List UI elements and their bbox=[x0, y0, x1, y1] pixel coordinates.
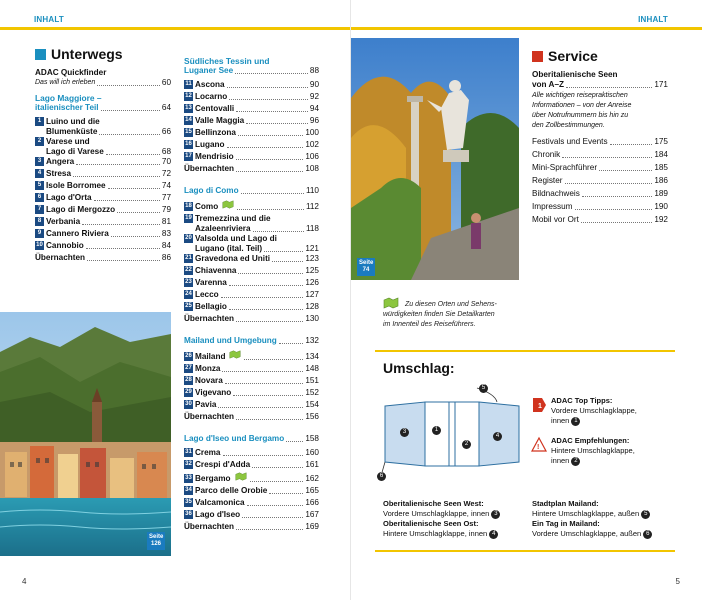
cover-marker-6: 6 bbox=[377, 472, 386, 481]
right-page bbox=[351, 0, 702, 600]
section-title-service: Service bbox=[532, 48, 668, 64]
toc-item[interactable]: Lugano (ital. Teil) 121 bbox=[195, 244, 319, 253]
toc-column-regions bbox=[184, 56, 319, 532]
toc-item[interactable]: Azaleenriviera 118 bbox=[195, 224, 319, 233]
toc-item[interactable]: 8 Verbania 81 bbox=[35, 217, 171, 227]
toc-item[interactable]: 13 Centovalli 94 bbox=[185, 104, 319, 113]
toc-item[interactable]: 11 Ascona 90 bbox=[185, 80, 319, 89]
number-badge: 26 bbox=[185, 353, 192, 360]
number-badge: 11 bbox=[185, 81, 192, 88]
number-badge: 24 bbox=[185, 291, 192, 298]
cover-diagram bbox=[377, 384, 527, 489]
map-icon bbox=[221, 200, 235, 209]
toc-item[interactable]: 32 Crespi d'Adda 161 bbox=[185, 460, 319, 469]
toc-item[interactable]: 29 Vigevano 152 bbox=[185, 388, 319, 397]
map-west-block: Oberitalienische Seen West: Vordere Umschlagklappe, innen 3 Oberitalienische Seen Ost: Hintere Umschlagklappe, innen 4 bbox=[383, 499, 533, 539]
svg-text:!: ! bbox=[537, 444, 540, 451]
number-badge: 27 bbox=[185, 365, 192, 372]
cover-marker-4: 4 bbox=[493, 432, 502, 441]
toc-item[interactable]: 28 Novara 151 bbox=[185, 376, 319, 385]
toc-item[interactable]: 15 Bellinzona 100 bbox=[185, 128, 319, 137]
page-number-left: 4 bbox=[22, 577, 27, 586]
toc-item[interactable]: 31 Crema 160 bbox=[185, 448, 319, 457]
toc-item[interactable]: 25 Bellagio 128 bbox=[185, 302, 319, 311]
quickfinder-title: ADAC Quickfinder bbox=[35, 68, 107, 77]
como-list bbox=[184, 200, 319, 324]
lago-maggiore-title-1: Lago Maggiore – bbox=[35, 93, 102, 103]
toc-item-line: 2 Varese und bbox=[35, 137, 171, 147]
mailand-entry[interactable]: Mailand und Umgebung 132 bbox=[184, 336, 319, 345]
service-item[interactable]: Mobil vor Ort 192 bbox=[532, 215, 668, 224]
toc-item[interactable]: 7 Lago di Mergozzo 79 bbox=[35, 205, 171, 215]
toc-item[interactable]: 3 Angera 70 bbox=[35, 157, 171, 167]
number-badge: 12 bbox=[185, 93, 192, 100]
toc-item[interactable]: 14 Valle Maggia 96 bbox=[185, 116, 319, 125]
overnight-entry[interactable]: Übernachten 86 bbox=[35, 253, 171, 262]
service-item[interactable]: Chronik 184 bbox=[532, 150, 668, 159]
section-title-unterwegs: Unterwegs bbox=[35, 46, 171, 62]
toc-column-unterwegs bbox=[35, 46, 171, 263]
toc-item[interactable]: 36 Lago d'Iseo 167 bbox=[185, 510, 319, 519]
quickfinder-entry[interactable]: Das will ich erleben 60 bbox=[35, 78, 171, 87]
mailand-list bbox=[184, 350, 319, 422]
service-item[interactable]: Impressum 190 bbox=[532, 202, 668, 211]
toc-item[interactable]: 34 Parco delle Orobie 165 bbox=[185, 486, 319, 495]
number-badge: 3 bbox=[35, 157, 44, 166]
number-badge: 14 bbox=[185, 117, 192, 124]
toc-item-line: 20 Valsolda und Lago di bbox=[185, 234, 277, 243]
number-badge: 10 bbox=[36, 242, 43, 249]
cover-marker-1: 1 bbox=[432, 426, 441, 435]
header-bar-right bbox=[351, 0, 702, 30]
divider-bottom bbox=[375, 550, 675, 552]
overnight-entry[interactable]: Übernachten 130 bbox=[184, 314, 319, 323]
overnight-entry[interactable]: Übernachten 156 bbox=[184, 412, 319, 421]
number-badge: 7 bbox=[35, 205, 44, 214]
iseo-entry[interactable]: Lago d'Iseo und Bergamo 158 bbox=[184, 434, 319, 443]
number-badge: 22 bbox=[185, 267, 192, 274]
toc-item[interactable]: 35 Valcamonica 166 bbox=[185, 498, 319, 507]
page-badge-74: Seite 74 bbox=[357, 258, 375, 276]
map-icon bbox=[228, 350, 242, 359]
number-badge: 1 bbox=[35, 117, 44, 126]
toc-item[interactable]: 22 Chiavenna 125 bbox=[185, 266, 319, 275]
service-item[interactable]: Festivals und Events 175 bbox=[532, 137, 668, 146]
number-badge: 34 bbox=[185, 487, 192, 494]
number-badge: 31 bbox=[185, 449, 192, 456]
svg-text:1: 1 bbox=[538, 403, 542, 410]
unterwegs-list bbox=[35, 117, 171, 263]
toc-item[interactable]: Blumenküste 66 bbox=[46, 127, 171, 136]
tessin-title-1: Südliches Tessin und bbox=[184, 56, 270, 66]
header-label-right: INHALT bbox=[638, 15, 668, 24]
service-item[interactable]: Mini-Sprachführer 185 bbox=[532, 163, 668, 172]
number-badge: 32 bbox=[185, 461, 192, 468]
number-badge: 16 bbox=[185, 141, 192, 148]
toc-item-line: 1 Luino und die bbox=[35, 117, 171, 127]
header-bar bbox=[0, 0, 350, 30]
lago-maggiore-entry[interactable]: italienischer Teil 64 bbox=[35, 103, 171, 112]
toc-item[interactable]: 24 Lecco 127 bbox=[185, 290, 319, 299]
toc-item[interactable]: 17 Mendrisio 106 bbox=[185, 152, 319, 161]
number-badge: 9 bbox=[35, 229, 44, 238]
number-badge: 6 bbox=[35, 193, 44, 202]
cover-marker-3: 3 bbox=[400, 428, 409, 437]
number-badge: 13 bbox=[185, 105, 192, 112]
service-item[interactable]: Bildnachweis 189 bbox=[532, 189, 668, 198]
empfehlung-icon bbox=[530, 436, 548, 459]
como-entry[interactable]: Lago di Como 110 bbox=[184, 186, 319, 195]
number-badge: 30 bbox=[185, 401, 192, 408]
number-badge: 33 bbox=[185, 475, 192, 482]
az-title-1: Oberitalienische Seen bbox=[532, 70, 618, 79]
toc-item[interactable]: 27 Monza 148 bbox=[185, 364, 319, 373]
number-badge: 8 bbox=[35, 217, 44, 226]
toc-item[interactable]: 33 Bergamo 162 bbox=[185, 474, 319, 483]
page-number-right: 5 bbox=[675, 577, 680, 586]
toc-item[interactable]: 21 Gravedona ed Uniti 123 bbox=[185, 254, 319, 263]
toc-item[interactable]: Lago di Varese 68 bbox=[46, 147, 171, 156]
varenna-photo bbox=[0, 312, 171, 556]
toc-item[interactable]: 4 Stresa 72 bbox=[35, 169, 171, 179]
service-item[interactable]: Register 186 bbox=[532, 176, 668, 185]
number-badge: 21 bbox=[185, 255, 192, 262]
number-badge: 36 bbox=[185, 511, 192, 518]
divider-top bbox=[375, 350, 675, 352]
number-badge: 15 bbox=[185, 129, 192, 136]
toc-item[interactable]: 10 Cannobio 84 bbox=[36, 241, 171, 250]
az-entry[interactable]: von A–Z 171 bbox=[532, 80, 668, 89]
iseo-list bbox=[184, 448, 319, 532]
page-badge-126: Seite 126 bbox=[147, 532, 165, 550]
number-badge: 4 bbox=[35, 169, 44, 178]
overnight-entry[interactable]: Übernachten 108 bbox=[184, 164, 319, 173]
number-badge: 25 bbox=[185, 303, 192, 310]
az-description: Alle wichtigen reisepraktischen Informationen – von der Anreise über Notrufnummern bis hin zu den Zollbestimmungen. bbox=[532, 92, 632, 129]
toc-item[interactable]: 12 Locarno 92 bbox=[185, 92, 319, 101]
map-icon bbox=[234, 472, 248, 481]
toc-item[interactable]: 9 Cannero Riviera 83 bbox=[35, 229, 171, 239]
service-column bbox=[532, 48, 668, 228]
tessin-list bbox=[184, 80, 319, 174]
number-badge: 35 bbox=[185, 499, 192, 506]
number-badge: 2 bbox=[35, 137, 44, 146]
cover-marker-2: 2 bbox=[462, 440, 471, 449]
top-tipp-icon bbox=[530, 396, 548, 419]
red-square-icon bbox=[532, 51, 543, 62]
map-note: Zu diesen Orten und Sehens- würdigkeiten finden Sie Detailkarten im Innenteil des Reiseführers. bbox=[383, 301, 497, 328]
number-badge: 19 bbox=[185, 215, 192, 222]
number-badge: 5 bbox=[35, 181, 44, 190]
number-badge: 29 bbox=[185, 389, 192, 396]
number-badge: 20 bbox=[185, 235, 192, 242]
toc-item[interactable]: 26 Mailand 134 bbox=[185, 352, 319, 361]
umschlag-title: Umschlag: bbox=[383, 360, 455, 376]
empfehlungen-block: ADAC Empfehlungen: Hintere Umschlagklappe, innen 2 bbox=[551, 436, 635, 465]
toc-item[interactable]: 23 Varenna 126 bbox=[185, 278, 319, 287]
cover-marker-5: 5 bbox=[479, 384, 488, 393]
map-mailand-block: Stadtplan Mailand: Hintere Umschlagklappe, außen 5 Ein Tag in Mailand: Vordere Umschlagklappe, außen 6 bbox=[532, 499, 682, 539]
top-tipps-block: ADAC Top Tipps: Vordere Umschlagklappe, innen 1 bbox=[551, 396, 637, 425]
toc-item[interactable]: 30 Pavia 154 bbox=[185, 400, 319, 409]
number-badge: 23 bbox=[185, 279, 192, 286]
toc-item[interactable]: 6 Lago d'Orta 77 bbox=[35, 193, 171, 203]
toc-item-line: 19 Tremezzina und die bbox=[185, 214, 271, 223]
overnight-entry[interactable]: Übernachten 169 bbox=[184, 522, 319, 531]
toc-item[interactable]: 18 Como 112 bbox=[185, 202, 319, 211]
header-label: INHALT bbox=[34, 15, 64, 24]
villa-garden-photo bbox=[351, 38, 519, 280]
toc-item[interactable]: 5 Isole Borromee 74 bbox=[35, 181, 171, 191]
tessin-entry[interactable]: Luganer See 88 bbox=[184, 66, 319, 75]
service-list bbox=[532, 137, 668, 225]
number-badge: 28 bbox=[185, 377, 192, 384]
number-badge: 18 bbox=[185, 203, 192, 210]
toc-item[interactable]: 16 Lugano 102 bbox=[185, 140, 319, 149]
blue-square-icon bbox=[35, 49, 46, 60]
number-badge: 17 bbox=[185, 153, 192, 160]
